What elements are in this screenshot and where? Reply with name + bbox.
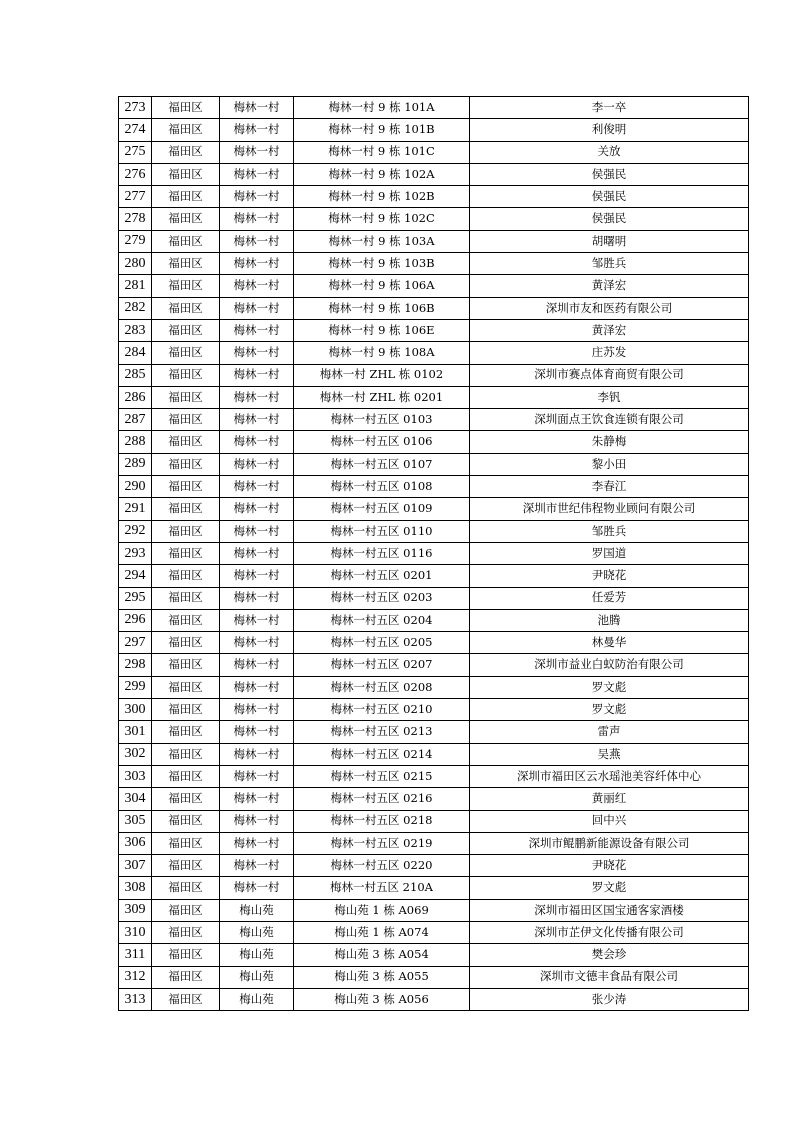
row-number: 277	[119, 186, 152, 208]
table-row	[119, 97, 749, 119]
row-number: 297	[119, 632, 152, 654]
row-number: 305	[119, 810, 152, 832]
community-cell: 梅山苑	[220, 921, 294, 943]
owner-cell: 雷声	[470, 721, 749, 743]
owner-cell: 侯强民	[470, 208, 749, 230]
table-row	[119, 877, 749, 899]
owner-cell: 罗文彪	[470, 699, 749, 721]
district-cell: 福田区	[152, 186, 220, 208]
district-cell: 福田区	[152, 386, 220, 408]
owner-cell: 黎小田	[470, 453, 749, 475]
row-number: 293	[119, 542, 152, 564]
row-number: 300	[119, 699, 152, 721]
room-cell: 梅林一村 9 栋 106E	[294, 319, 470, 341]
community-cell: 梅林一村	[220, 877, 294, 899]
community-cell: 梅林一村	[220, 163, 294, 185]
room-cell: 梅林一村五区 0215	[294, 765, 470, 787]
district-cell: 福田区	[152, 476, 220, 498]
owner-cell: 李钒	[470, 386, 749, 408]
table-row	[119, 988, 749, 1010]
owner-cell: 尹晓花	[470, 565, 749, 587]
table-row	[119, 609, 749, 631]
room-cell: 梅林一村五区 0116	[294, 542, 470, 564]
owner-cell: 关放	[470, 141, 749, 163]
table-row	[119, 788, 749, 810]
table-row	[119, 141, 749, 163]
table-row	[119, 743, 749, 765]
row-number: 283	[119, 319, 152, 341]
row-number: 309	[119, 899, 152, 921]
district-cell: 福田区	[152, 632, 220, 654]
district-cell: 福田区	[152, 921, 220, 943]
community-cell: 梅林一村	[220, 364, 294, 386]
room-cell: 梅林一村五区 0201	[294, 565, 470, 587]
district-cell: 福田区	[152, 832, 220, 854]
row-number: 294	[119, 565, 152, 587]
row-number: 282	[119, 297, 152, 319]
owner-cell: 罗文彪	[470, 877, 749, 899]
district-cell: 福田区	[152, 654, 220, 676]
room-cell: 梅林一村 9 栋 101B	[294, 119, 470, 141]
table-row	[119, 476, 749, 498]
owner-cell: 深圳市福田区云水瑶池美容纤体中心	[470, 765, 749, 787]
room-cell: 梅林一村 9 栋 101A	[294, 97, 470, 119]
table-row	[119, 899, 749, 921]
row-number: 286	[119, 386, 152, 408]
district-cell: 福田区	[152, 409, 220, 431]
owner-cell: 深圳市鲲鹏新能源设备有限公司	[470, 832, 749, 854]
row-number: 307	[119, 855, 152, 877]
table-row	[119, 319, 749, 341]
district-cell: 福田区	[152, 587, 220, 609]
community-cell: 梅林一村	[220, 297, 294, 319]
row-number: 302	[119, 743, 152, 765]
row-number: 285	[119, 364, 152, 386]
table-row	[119, 810, 749, 832]
owner-cell: 尹晓花	[470, 855, 749, 877]
room-cell: 梅林一村五区 0204	[294, 609, 470, 631]
row-number: 298	[119, 654, 152, 676]
community-cell: 梅林一村	[220, 565, 294, 587]
district-cell: 福田区	[152, 765, 220, 787]
room-cell: 梅林一村 9 栋 101C	[294, 141, 470, 163]
community-cell: 梅林一村	[220, 855, 294, 877]
row-number: 284	[119, 342, 152, 364]
property-registry-table	[118, 96, 749, 1011]
table-row	[119, 275, 749, 297]
room-cell: 梅林一村五区 0213	[294, 721, 470, 743]
row-number: 288	[119, 431, 152, 453]
district-cell: 福田区	[152, 743, 220, 765]
row-number: 301	[119, 721, 152, 743]
table-row	[119, 765, 749, 787]
district-cell: 福田区	[152, 542, 220, 564]
row-number: 278	[119, 208, 152, 230]
owner-cell: 李春江	[470, 476, 749, 498]
room-cell: 梅林一村五区 0107	[294, 453, 470, 475]
owner-cell: 庄苏发	[470, 342, 749, 364]
table-row	[119, 342, 749, 364]
owner-cell: 深圳市赛点体育商贸有限公司	[470, 364, 749, 386]
owner-cell: 黄泽宏	[470, 319, 749, 341]
community-cell: 梅林一村	[220, 632, 294, 654]
row-number: 287	[119, 409, 152, 431]
district-cell: 福田区	[152, 364, 220, 386]
room-cell: 梅林一村 9 栋 102A	[294, 163, 470, 185]
district-cell: 福田区	[152, 453, 220, 475]
table-row	[119, 944, 749, 966]
community-cell: 梅林一村	[220, 498, 294, 520]
district-cell: 福田区	[152, 988, 220, 1010]
room-cell: 梅林一村五区 0219	[294, 832, 470, 854]
owner-cell: 朱静梅	[470, 431, 749, 453]
owner-cell: 黄泽宏	[470, 275, 749, 297]
room-cell: 梅林一村 9 栋 103A	[294, 230, 470, 252]
owner-cell: 李一卒	[470, 97, 749, 119]
owner-cell: 回中兴	[470, 810, 749, 832]
table-row	[119, 431, 749, 453]
district-cell: 福田区	[152, 141, 220, 163]
district-cell: 福田区	[152, 609, 220, 631]
owner-cell: 邹胜兵	[470, 520, 749, 542]
district-cell: 福田区	[152, 208, 220, 230]
table-row	[119, 855, 749, 877]
table-row	[119, 409, 749, 431]
district-cell: 福田区	[152, 297, 220, 319]
room-cell: 梅林一村五区 0203	[294, 587, 470, 609]
district-cell: 福田区	[152, 877, 220, 899]
community-cell: 梅林一村	[220, 832, 294, 854]
room-cell: 梅山苑 3 栋 A055	[294, 966, 470, 988]
community-cell: 梅林一村	[220, 609, 294, 631]
community-cell: 梅林一村	[220, 520, 294, 542]
owner-cell: 胡曙明	[470, 230, 749, 252]
row-number: 275	[119, 141, 152, 163]
district-cell: 福田区	[152, 855, 220, 877]
table-row	[119, 966, 749, 988]
room-cell: 梅林一村五区 0109	[294, 498, 470, 520]
community-cell: 梅林一村	[220, 409, 294, 431]
district-cell: 福田区	[152, 676, 220, 698]
row-number: 308	[119, 877, 152, 899]
row-number: 276	[119, 163, 152, 185]
table-row	[119, 587, 749, 609]
community-cell: 梅林一村	[220, 186, 294, 208]
owner-cell: 深圳面点王饮食连锁有限公司	[470, 409, 749, 431]
table-row	[119, 297, 749, 319]
row-number: 273	[119, 97, 152, 119]
community-cell: 梅林一村	[220, 699, 294, 721]
row-number: 281	[119, 275, 152, 297]
row-number: 296	[119, 609, 152, 631]
owner-cell: 深圳市益业白蚁防治有限公司	[470, 654, 749, 676]
community-cell: 梅林一村	[220, 810, 294, 832]
table-row	[119, 253, 749, 275]
room-cell: 梅林一村五区 0207	[294, 654, 470, 676]
district-cell: 福田区	[152, 275, 220, 297]
owner-cell: 深圳市世纪伟程物业顾问有限公司	[470, 498, 749, 520]
owner-cell: 黄丽红	[470, 788, 749, 810]
district-cell: 福田区	[152, 944, 220, 966]
table-row	[119, 453, 749, 475]
community-cell: 梅林一村	[220, 119, 294, 141]
district-cell: 福田区	[152, 498, 220, 520]
community-cell: 梅林一村	[220, 453, 294, 475]
community-cell: 梅林一村	[220, 208, 294, 230]
community-cell: 梅林一村	[220, 765, 294, 787]
room-cell: 梅林一村 9 栋 102B	[294, 186, 470, 208]
table-body	[119, 97, 749, 1011]
table-row	[119, 163, 749, 185]
owner-cell: 深圳市友和医药有限公司	[470, 297, 749, 319]
owner-cell: 吴燕	[470, 743, 749, 765]
row-number: 310	[119, 921, 152, 943]
row-number: 292	[119, 520, 152, 542]
table-row	[119, 520, 749, 542]
table-row	[119, 364, 749, 386]
community-cell: 梅林一村	[220, 676, 294, 698]
community-cell: 梅林一村	[220, 721, 294, 743]
table-row	[119, 832, 749, 854]
district-cell: 福田区	[152, 899, 220, 921]
district-cell: 福田区	[152, 431, 220, 453]
room-cell: 梅林一村五区 0214	[294, 743, 470, 765]
community-cell: 梅林一村	[220, 788, 294, 810]
row-number: 290	[119, 476, 152, 498]
community-cell: 梅林一村	[220, 275, 294, 297]
owner-cell: 任爱芳	[470, 587, 749, 609]
district-cell: 福田区	[152, 721, 220, 743]
row-number: 291	[119, 498, 152, 520]
room-cell: 梅林一村 9 栋 102C	[294, 208, 470, 230]
row-number: 312	[119, 966, 152, 988]
row-number: 279	[119, 230, 152, 252]
table-row	[119, 921, 749, 943]
room-cell: 梅林一村五区 210A	[294, 877, 470, 899]
table-row	[119, 119, 749, 141]
room-cell: 梅山苑 3 栋 A054	[294, 944, 470, 966]
community-cell: 梅林一村	[220, 542, 294, 564]
row-number: 289	[119, 453, 152, 475]
owner-cell: 罗国道	[470, 542, 749, 564]
community-cell: 梅山苑	[220, 944, 294, 966]
room-cell: 梅林一村五区 0210	[294, 699, 470, 721]
owner-cell: 深圳市芷伊文化传播有限公司	[470, 921, 749, 943]
room-cell: 梅林一村五区 0220	[294, 855, 470, 877]
district-cell: 福田区	[152, 342, 220, 364]
table-row	[119, 632, 749, 654]
room-cell: 梅林一村五区 0103	[294, 409, 470, 431]
table-row	[119, 542, 749, 564]
row-number: 303	[119, 765, 152, 787]
owner-cell: 侯强民	[470, 163, 749, 185]
row-number: 306	[119, 832, 152, 854]
district-cell: 福田区	[152, 230, 220, 252]
community-cell: 梅林一村	[220, 386, 294, 408]
room-cell: 梅林一村五区 0208	[294, 676, 470, 698]
room-cell: 梅林一村五区 0108	[294, 476, 470, 498]
table-row	[119, 208, 749, 230]
room-cell: 梅林一村五区 0106	[294, 431, 470, 453]
room-cell: 梅山苑 1 栋 A074	[294, 921, 470, 943]
table-row	[119, 721, 749, 743]
table-row	[119, 699, 749, 721]
owner-cell: 张少涛	[470, 988, 749, 1010]
community-cell: 梅山苑	[220, 966, 294, 988]
room-cell: 梅林一村 ZHL 栋 0102	[294, 364, 470, 386]
owner-cell: 深圳市文德丰食品有限公司	[470, 966, 749, 988]
district-cell: 福田区	[152, 565, 220, 587]
room-cell: 梅林一村五区 0216	[294, 788, 470, 810]
room-cell: 梅林一村五区 0218	[294, 810, 470, 832]
community-cell: 梅山苑	[220, 899, 294, 921]
row-number: 280	[119, 253, 152, 275]
owner-cell: 侯强民	[470, 186, 749, 208]
owner-cell: 邹胜兵	[470, 253, 749, 275]
community-cell: 梅林一村	[220, 230, 294, 252]
room-cell: 梅林一村 9 栋 108A	[294, 342, 470, 364]
district-cell: 福田区	[152, 319, 220, 341]
community-cell: 梅林一村	[220, 476, 294, 498]
district-cell: 福田区	[152, 253, 220, 275]
room-cell: 梅林一村 9 栋 106A	[294, 275, 470, 297]
table-row	[119, 676, 749, 698]
table-row	[119, 565, 749, 587]
community-cell: 梅林一村	[220, 319, 294, 341]
room-cell: 梅林一村五区 0205	[294, 632, 470, 654]
district-cell: 福田区	[152, 119, 220, 141]
row-number: 299	[119, 676, 152, 698]
room-cell: 梅山苑 3 栋 A056	[294, 988, 470, 1010]
table-row	[119, 386, 749, 408]
district-cell: 福田区	[152, 163, 220, 185]
community-cell: 梅林一村	[220, 743, 294, 765]
community-cell: 梅林一村	[220, 97, 294, 119]
owner-cell: 池腾	[470, 609, 749, 631]
owner-cell: 利俊明	[470, 119, 749, 141]
row-number: 274	[119, 119, 152, 141]
community-cell: 梅林一村	[220, 342, 294, 364]
row-number: 311	[119, 944, 152, 966]
row-number: 304	[119, 788, 152, 810]
district-cell: 福田区	[152, 966, 220, 988]
room-cell: 梅林一村五区 0110	[294, 520, 470, 542]
table-row	[119, 498, 749, 520]
district-cell: 福田区	[152, 520, 220, 542]
community-cell: 梅林一村	[220, 587, 294, 609]
room-cell: 梅林一村 9 栋 106B	[294, 297, 470, 319]
community-cell: 梅林一村	[220, 253, 294, 275]
owner-cell: 深圳市福田区国宝通客家酒楼	[470, 899, 749, 921]
district-cell: 福田区	[152, 788, 220, 810]
table-row	[119, 654, 749, 676]
table-row	[119, 230, 749, 252]
row-number: 295	[119, 587, 152, 609]
owner-cell: 林曼华	[470, 632, 749, 654]
district-cell: 福田区	[152, 810, 220, 832]
district-cell: 福田区	[152, 97, 220, 119]
room-cell: 梅山苑 1 栋 A069	[294, 899, 470, 921]
row-number: 313	[119, 988, 152, 1010]
room-cell: 梅林一村 ZHL 栋 0201	[294, 386, 470, 408]
table-row	[119, 186, 749, 208]
community-cell: 梅林一村	[220, 141, 294, 163]
community-cell: 梅山苑	[220, 988, 294, 1010]
community-cell: 梅林一村	[220, 431, 294, 453]
room-cell: 梅林一村 9 栋 103B	[294, 253, 470, 275]
owner-cell: 罗文彪	[470, 676, 749, 698]
community-cell: 梅林一村	[220, 654, 294, 676]
district-cell: 福田区	[152, 699, 220, 721]
owner-cell: 樊会珍	[470, 944, 749, 966]
